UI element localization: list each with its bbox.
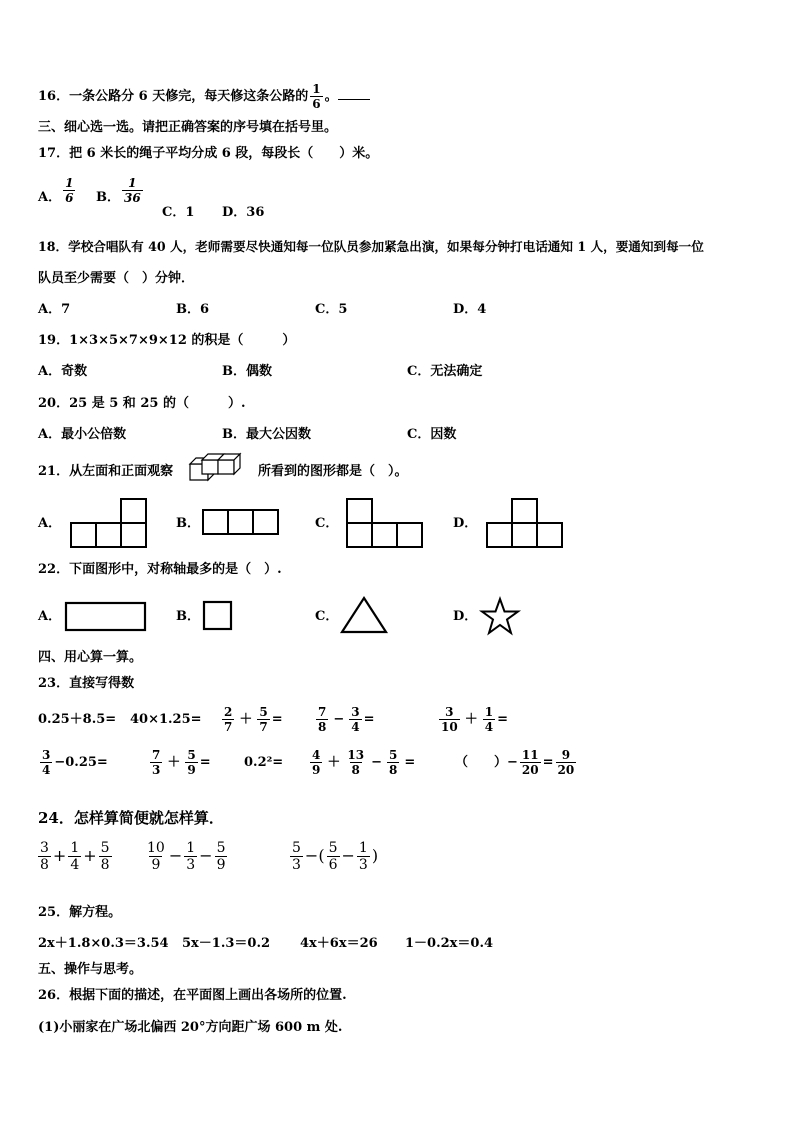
q24-expr-2: $\frac{10}{9}$ − $\frac{1}{3}$ − $\frac{5}{9}$ [147,840,226,873]
q23-expr-6: $\frac{3}{4}$ −0.25= [42,748,108,777]
q22-rectangle-figure[interactable] [65,602,147,632]
q22-option-c-label[interactable]: C． [315,609,339,624]
section-4-title: 四、用心算一算。 [38,650,143,665]
q22-option-a-label[interactable]: A． [38,609,62,624]
q22-triangle-figure[interactable] [340,596,388,634]
q23-expr-10: （ ）− $\frac{11}{20}$ = $\frac{9}{20}$ [455,748,575,777]
q17-option-a[interactable]: A． $\frac{1}{6}$ [38,176,74,205]
q21-suffix: 所看到的图形都是（ ）。 [258,464,408,479]
q25-equation-2: 5x－1.3＝0.2 [182,936,271,951]
q21-prefix: 21．从左面和正面观察 [38,464,174,479]
q25-equation-1: 2x＋1.8×0.3＝3.54 [38,936,169,951]
q20-option-b[interactable]: B．最大公因数 [222,427,311,442]
q21-option-b-figure[interactable] [202,509,282,537]
q17-option-b[interactable]: B． $\frac{1}{36}$ [96,176,141,205]
q24-title: 24．怎样算简便就怎样算． [38,809,224,827]
q17-stem: 17．把 6 米长的绳子平均分成 6 段，每段长（ ）米。 [38,146,379,161]
q21-option-a-figure[interactable] [70,497,150,549]
q22-stem: 22．下面图形中，对称轴最多的是（ ）. [38,562,282,577]
q20-option-c[interactable]: C．因数 [407,427,457,442]
q20-stem: 20．25 是 5 和 25 的（ ）. [38,396,246,411]
q18-line1: 18．学校合唱队有 40 人，老师需要尽快通知每一位队员参加紧急出演，如果每分钟打电话通知 1 人，要通知到每一位 [38,239,704,254]
section-5-title: 五、操作与思考。 [38,962,143,977]
q19-option-c[interactable]: C．无法确定 [407,364,483,379]
answer-blank[interactable] [338,87,370,100]
q17-option-c[interactable]: C．1 [162,205,195,220]
q23-title: 23．直接写得数 [38,676,135,691]
q22-option-d-label[interactable]: D． [453,609,478,624]
cube-stack-figure [188,452,252,484]
q23-expr-8: 0.2²= [244,755,284,770]
q21-option-d-figure[interactable] [486,497,566,549]
section-3-title: 三、细心选一选。请把正确答案的序号填在括号里。 [38,120,338,135]
q26-part-1: (1)小丽家在广场北偏西 20°方向距广场 600 m 处. [38,1020,343,1035]
q22-option-b-label[interactable]: B． [176,609,200,624]
q24-expr-3: $\frac{5}{3}$ −( $\frac{5}{6}$ − $\frac{1}{3}$ ) [292,840,379,873]
q22-square-figure[interactable] [203,601,233,631]
q18-line2: 队员至少需要（ ）分钟． [38,271,195,286]
q16: 16．一条公路分 6 天修完，每天修这条公路的 $\frac{1}{6}$ 。 [38,82,370,112]
q19-option-a[interactable]: A．奇数 [38,364,88,379]
q25-title: 25．解方程。 [38,905,122,920]
q26-stem: 26．根据下面的描述，在平面图上画出各场所的位置. [38,988,347,1003]
q18-option-c[interactable]: C．5 [315,302,348,317]
q25-equation-4: 1－0.2x＝0.4 [405,936,494,951]
q23-expr-9: $\frac{4}{9}$ ＋ $\frac{13}{8}$ − $\frac{5}{8}$ = [312,748,416,777]
q18-option-b[interactable]: B．6 [176,302,210,317]
q18-option-d[interactable]: D．4 [453,302,487,317]
q23-expr-5: $\frac{3}{10}$ ＋ $\frac{1}{4}$ = [441,705,508,734]
q23-expr-3: $\frac{2}{7}$ ＋ $\frac{5}{7}$ = [224,705,283,734]
fraction: $\frac{1}{6}$ [312,82,321,111]
q18-option-a[interactable]: A．7 [38,302,71,317]
q20-option-a[interactable]: A．最小公倍数 [38,427,127,442]
q21-option-c-label[interactable]: C． [315,516,339,531]
q21-option-d-label[interactable]: D． [453,516,478,531]
q19-option-b[interactable]: B．偶数 [222,364,272,379]
q19-stem: 19．1×3×5×7×9×12 的积是（ ） [38,333,296,348]
q21-option-a-label[interactable]: A． [38,516,62,531]
q23-expr-4: $\frac{7}{8}$ − $\frac{3}{4}$ = [318,705,375,734]
q21-option-b-label[interactable]: B． [176,516,200,531]
q23-expr-1: 0.25＋8.5= [38,712,117,727]
q24-expr-1: $\frac{3}{8}$ + $\frac{1}{4}$ + $\frac{5}{8}$ [40,840,110,873]
q23-expr-2: 40×1.25= [130,712,202,727]
q17-option-d[interactable]: D．36 [222,205,265,220]
q25-equation-3: 4x＋6x＝26 [300,936,378,951]
q23-expr-7: $\frac{7}{3}$ ＋ $\frac{5}{9}$ = [152,748,211,777]
q21-option-c-figure[interactable] [346,497,426,549]
q22-star-figure[interactable] [480,597,520,637]
